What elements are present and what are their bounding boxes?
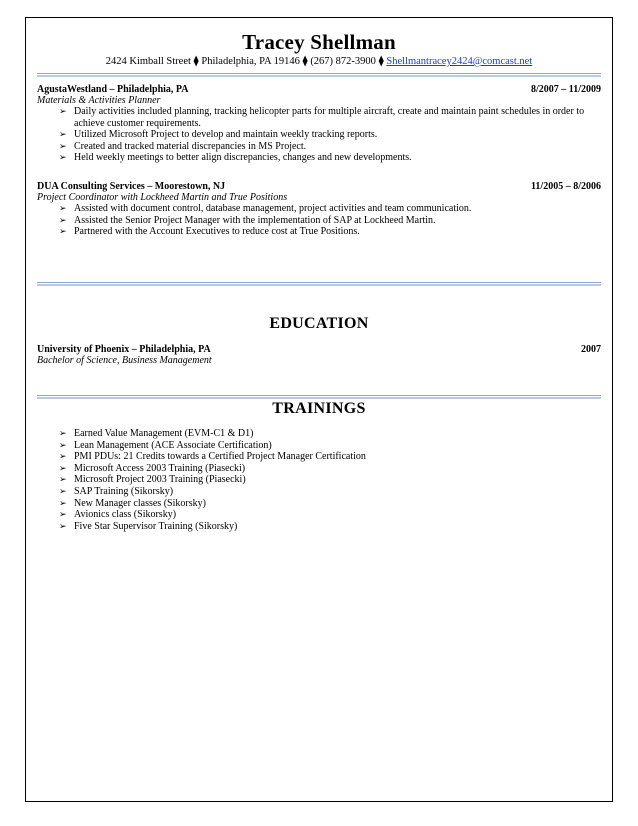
duty-list <box>37 106 601 164</box>
company-location: DUA Consulting Services – Moorestown, NJ <box>37 181 226 192</box>
list-item: ➢ Daily activities included planning, tracking helicopter parts for multiple aircraft, create and maintain paint schedules in order to achieve customer requirements. <box>59 106 585 129</box>
arrow-bullet-icon: ➢ <box>59 203 67 213</box>
arrow-bullet-icon: ➢ <box>59 106 67 116</box>
list-item: ➢ Assisted the Senior Project Manager with the implementation of SAP at Lockheed Martin. <box>59 214 436 226</box>
arrow-bullet-icon: ➢ <box>59 140 67 151</box>
diamond-separator-icon: ⧫ <box>378 56 384 67</box>
education-heading: EDUCATION <box>269 315 369 332</box>
experience-entry <box>37 181 601 238</box>
city-state-zip: Philadelphia, PA 19146 <box>201 56 300 67</box>
list-item: ➢ Held weekly meetings to better align discrepancies, changes and new developments. <box>59 152 412 164</box>
employment-dates: 8/2007 – 11/2009 <box>530 84 601 95</box>
arrow-bullet-icon: ➢ <box>59 474 67 485</box>
list-item: ➢ Created and tracked material discrepancies in MS Project. <box>59 140 307 152</box>
list-item: ➢ New Manager classes (Sikorsky) <box>59 497 206 509</box>
graduation-year: 2007 <box>581 344 601 355</box>
arrow-bullet-icon: ➢ <box>59 451 67 462</box>
degree: Bachelor of Science, Business Management <box>37 355 212 366</box>
arrow-bullet-icon: ➢ <box>59 226 67 237</box>
resume-page <box>25 17 613 802</box>
school-name: University of Phoenix – Philadelphia, PA <box>37 344 211 355</box>
list-item: ➢ Earned Value Management (EVM-C1 & D1) <box>59 428 254 439</box>
arrow-bullet-icon: ➢ <box>59 509 67 520</box>
list-item: ➢ Lean Management (ACE Associate Certification) <box>59 439 272 451</box>
email-link[interactable]: Shellmantracey2424@comcast.net <box>386 56 533 67</box>
trainings-section <box>37 428 601 532</box>
diamond-separator-icon: ⧫ <box>302 56 308 67</box>
arrow-bullet-icon: ➢ <box>59 439 67 450</box>
list-item: ➢ Partnered with the Account Executives to reduce cost at True Positions. <box>59 226 360 238</box>
experience-header <box>37 84 601 95</box>
arrow-bullet-icon: ➢ <box>59 520 67 531</box>
list-item: ➢ PMI PDUs: 21 Credits towards a Certified Project Manager Certification <box>59 451 366 463</box>
list-item: ➢ Utilized Microsoft Project to develop and maintain weekly tracking reports. <box>59 129 378 141</box>
job-title: Materials & Activities Planner <box>37 95 161 106</box>
contact-line <box>26 55 612 67</box>
education-entry <box>37 344 601 366</box>
experience-entry <box>37 84 601 164</box>
list-item: ➢ Microsoft Project 2003 Training (Piasecki) <box>59 474 246 486</box>
arrow-bullet-icon: ➢ <box>59 129 67 140</box>
list-item: ➢ Microsoft Access 2003 Training (Piasecki) <box>59 462 246 474</box>
section-divider <box>37 73 601 77</box>
street-address: 2424 Kimball Street <box>105 56 191 67</box>
company-location: AgustaWestland – Philadelphia, PA <box>37 84 189 95</box>
arrow-bullet-icon: ➢ <box>59 462 67 473</box>
list-item: ➢ SAP Training (Sikorsky) <box>59 485 174 497</box>
diamond-separator-icon: ⧫ <box>193 56 199 67</box>
candidate-name: Tracey Shellman <box>242 30 396 54</box>
experience-header <box>37 181 601 192</box>
phone-number: (267) 872-3900 <box>310 56 376 67</box>
arrow-bullet-icon: ➢ <box>59 214 67 225</box>
section-divider <box>37 395 601 399</box>
duty-list <box>37 203 601 238</box>
arrow-bullet-icon: ➢ <box>59 152 67 163</box>
arrow-bullet-icon: ➢ <box>59 485 67 496</box>
arrow-bullet-icon: ➢ <box>59 497 67 508</box>
list-item: ➢ Five Star Supervisor Training (Sikorsky) <box>59 520 238 532</box>
trainings-heading: TRAININGS <box>272 400 366 417</box>
employment-dates: 11/2005 – 8/2006 <box>530 181 601 192</box>
training-list <box>37 428 601 532</box>
list-item: ➢ Assisted with document control, database management, project activities and team communication. <box>59 203 472 214</box>
job-title: Project Coordinator with Lockheed Martin and True Positions <box>37 192 288 203</box>
section-divider <box>37 282 601 286</box>
arrow-bullet-icon: ➢ <box>59 428 67 438</box>
list-item: ➢ Avionics class (Sikorsky) <box>59 509 177 521</box>
